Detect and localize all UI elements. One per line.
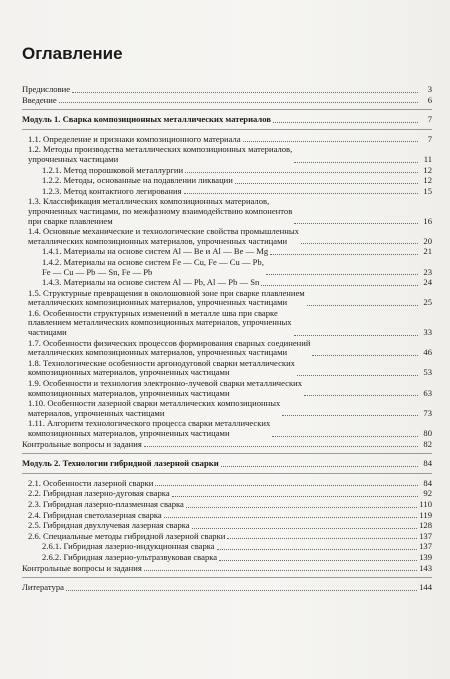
dot-leader (307, 304, 418, 306)
dot-leader (266, 273, 418, 275)
toc-entry[interactable] (22, 135, 432, 145)
toc-page-number: 11 (423, 153, 432, 164)
dot-leader (294, 161, 418, 163)
toc-page-number: 16 (423, 215, 432, 226)
toc-entry[interactable] (22, 359, 432, 378)
dot-leader (272, 435, 418, 437)
toc-page-number: 84 (423, 458, 432, 469)
toc-entry-label: 2.4. Гибридная светолазерная сварка (28, 509, 162, 520)
dot-leader (66, 589, 417, 591)
dot-leader (185, 171, 418, 173)
toc-entry[interactable] (22, 309, 432, 338)
toc-entry-label: 1.4.2. Материалы на основе систем Fe — Cu, Fe — Cu — Pb, Fe — Cu — Pb — Sn, Fe — Pb (42, 256, 264, 277)
toc-page-number: 12 (423, 175, 432, 186)
dot-leader (301, 242, 418, 244)
toc-entry-label: 1.4.3. Материалы на основе систем Al — Pb, Al — Pb — Sn (42, 277, 260, 288)
toc-page-number: 6 (427, 94, 432, 105)
toc-page-number: 82 (423, 438, 432, 449)
toc-entry[interactable] (22, 553, 432, 563)
toc-entry-label: Контрольные вопросы и задания (22, 562, 142, 573)
toc-entry-label: 2.2. Гибридная лазерно-дуговая сварка (28, 488, 170, 499)
dot-leader (243, 140, 418, 142)
toc-entry-label: 2.6.1. Гибридная лазерно-индукционная сварка (42, 541, 215, 552)
toc-page-number: 24 (423, 277, 432, 288)
toc-entry[interactable] (22, 278, 432, 288)
dot-leader (184, 192, 418, 194)
toc-entry[interactable] (22, 511, 432, 521)
toc-entry[interactable] (22, 96, 432, 106)
toc-entry[interactable] (22, 145, 432, 164)
dot-leader (282, 414, 418, 416)
toc-page-number: 33 (423, 327, 432, 338)
toc-entry-label: Модуль 1. Сварка композиционных металлических материалов (22, 114, 271, 125)
toc-entry-label: 1.7. Особенности физических процессов формирования сварных соединений металлических композиционных материалов, упрочненных частицами (28, 337, 311, 358)
toc-page-number: 110 (419, 498, 432, 509)
dot-leader (219, 559, 417, 561)
dot-leader (186, 506, 418, 508)
toc-divider (22, 109, 432, 110)
toc-page-number: 119 (419, 509, 432, 520)
toc-page-number: 144 (419, 582, 432, 593)
dot-leader (144, 445, 418, 447)
dot-leader (217, 548, 417, 550)
table-of-contents (22, 84, 432, 593)
toc-page-number: 137 (419, 541, 432, 552)
toc-entry[interactable] (22, 258, 432, 277)
toc-entry-label: 1.4.1. Материалы на основе систем Al — Be и Al — Be — Mg (42, 246, 269, 257)
toc-entry-label: 2.6.2. Гибридная лазерно-ультразвуковая сварка (42, 551, 218, 562)
toc-page-number: 128 (419, 520, 432, 531)
toc-entry[interactable] (22, 339, 432, 358)
toc-page-number: 92 (423, 488, 432, 499)
toc-entry-label: 1.5. Структурные превращения в околошовной зоне при сварке плавлением металлических композиционных материалов, упрочненных частицами (28, 287, 305, 308)
dot-leader (72, 91, 418, 93)
dot-leader (297, 374, 418, 376)
toc-page-number: 137 (419, 530, 432, 541)
dot-leader (164, 516, 418, 518)
toc-entry-label: 1.9. Особенности и технология электронно-лучевой сварки металлических композиционных материалов, упрочненных частицами (28, 378, 303, 398)
toc-divider (22, 473, 432, 474)
dot-leader (192, 527, 418, 529)
dot-leader (270, 253, 418, 255)
toc-entry-label: 1.11. Алгоритм технологического процесса сварки металлических композиционных материалов, упрочненных частицами (28, 418, 271, 438)
toc-page-number: 3 (427, 84, 432, 94)
toc-page-number: 23 (423, 266, 432, 277)
page-title: Оглавление (22, 44, 123, 63)
toc-page-number: 7 (427, 133, 432, 144)
dot-leader (312, 354, 418, 356)
toc-entry-label: 2.5. Гибридная двухлучевая лазерная сварка (28, 520, 190, 531)
toc-entry[interactable] (22, 227, 432, 246)
toc-page-number: 12 (423, 164, 432, 175)
dot-leader (227, 537, 417, 539)
toc-entry[interactable] (22, 247, 432, 257)
toc-entry-label: 2.3. Гибридная лазерно-плазменная сварка (28, 498, 184, 509)
toc-entry-label: 2.6. Специальные методы гибридной лазерной сварки (28, 530, 226, 541)
toc-entry-label: 1.10. Особенности лазерной сварки металлических композиционных материалов, упрочненных частицами (28, 398, 281, 418)
toc-page-number: 7 (427, 114, 432, 125)
toc-entry-label: 1.3. Классификация металлических композиционных материалов, упрочненных частицами, по межфазному взаимодействию компонентов при сварке плавлением (28, 196, 293, 226)
toc-entry-label: Предисловие (22, 84, 71, 94)
toc-entry[interactable] (22, 399, 432, 418)
toc-entry[interactable] (22, 176, 432, 186)
toc-entry[interactable] (22, 479, 432, 489)
toc-entry-label: 1.4. Основные механические и технологические свойства промышленных металлических композиционных материалов, упрочненных частицами (28, 226, 299, 246)
dot-leader (304, 394, 418, 396)
dot-leader (59, 101, 418, 103)
toc-entry-label: Контрольные вопросы и задания (22, 438, 142, 449)
dot-leader (144, 569, 417, 571)
toc-entry[interactable] (22, 583, 432, 593)
toc-page-number: 20 (423, 235, 432, 246)
toc-divider (22, 129, 432, 130)
dot-leader (235, 182, 418, 184)
toc-entry-label: Введение (22, 94, 57, 105)
dot-leader (155, 484, 418, 486)
toc-entry[interactable] (22, 500, 432, 510)
toc-entry-label: 1.2.1. Метод порошковой металлургии (42, 164, 184, 175)
dot-leader (261, 284, 418, 286)
toc-entry[interactable] (22, 289, 432, 308)
toc-entry-label: 1.2.2. Методы, основанные на подавлении ликвации (42, 175, 233, 186)
toc-entry[interactable] (22, 419, 432, 438)
toc-entry[interactable] (22, 521, 432, 531)
toc-entry[interactable] (22, 489, 432, 499)
toc-page-number: 143 (419, 562, 432, 573)
toc-page-number: 63 (423, 387, 432, 398)
toc-page-number: 46 (423, 347, 432, 358)
toc-page-number: 25 (423, 297, 432, 308)
toc-page-number: 53 (423, 367, 432, 378)
toc-entry[interactable] (22, 85, 432, 95)
toc-entry[interactable] (22, 564, 432, 574)
toc-entry-label: 1.2.3. Метод контактного легирования (42, 185, 182, 196)
toc-entry-label: 1.2. Методы производства металлических композиционных материалов, упрочненных частицами (28, 144, 293, 164)
toc-entry[interactable] (22, 187, 432, 197)
dot-leader (294, 222, 418, 224)
toc-entry[interactable] (22, 166, 432, 176)
toc-entry[interactable] (22, 197, 432, 226)
toc-divider (22, 577, 432, 578)
toc-entry[interactable] (22, 532, 432, 542)
toc-page-number: 73 (423, 407, 432, 418)
toc-entry-label: 1.8. Технологические особенности аргонодуговой сварки металлических композиционных материалов, упрочненных частицами (28, 357, 295, 378)
dot-leader (221, 465, 418, 467)
toc-page-number: 80 (423, 428, 432, 438)
toc-entry-label: Литература (22, 582, 64, 593)
toc-entry-label: 2.1. Особенности лазерной сварки (28, 477, 154, 488)
dot-leader (273, 121, 418, 123)
toc-entry[interactable] (22, 542, 432, 552)
toc-entry[interactable] (22, 379, 432, 398)
toc-entry-label: 1.1. Определение и признаки композиционного материала (28, 133, 241, 144)
toc-page-number: 84 (423, 477, 432, 488)
toc-divider (22, 453, 432, 454)
toc-entry-label: Модуль 2. Технологии гибридной лазерной сварки (22, 458, 219, 469)
toc-page-number: 21 (423, 246, 432, 257)
dot-leader (294, 334, 418, 336)
toc-entry-label: 1.6. Особенности структурных изменений в металле шва при сварке плавлением металлических композиционных материалов, упрочненных частицами (28, 307, 292, 338)
toc-module-entry[interactable] (22, 459, 432, 469)
toc-page-number: 139 (419, 551, 432, 562)
dot-leader (172, 495, 418, 497)
toc-module-entry[interactable] (22, 115, 432, 125)
toc-entry[interactable] (22, 440, 432, 450)
toc-page-number: 15 (423, 185, 432, 196)
